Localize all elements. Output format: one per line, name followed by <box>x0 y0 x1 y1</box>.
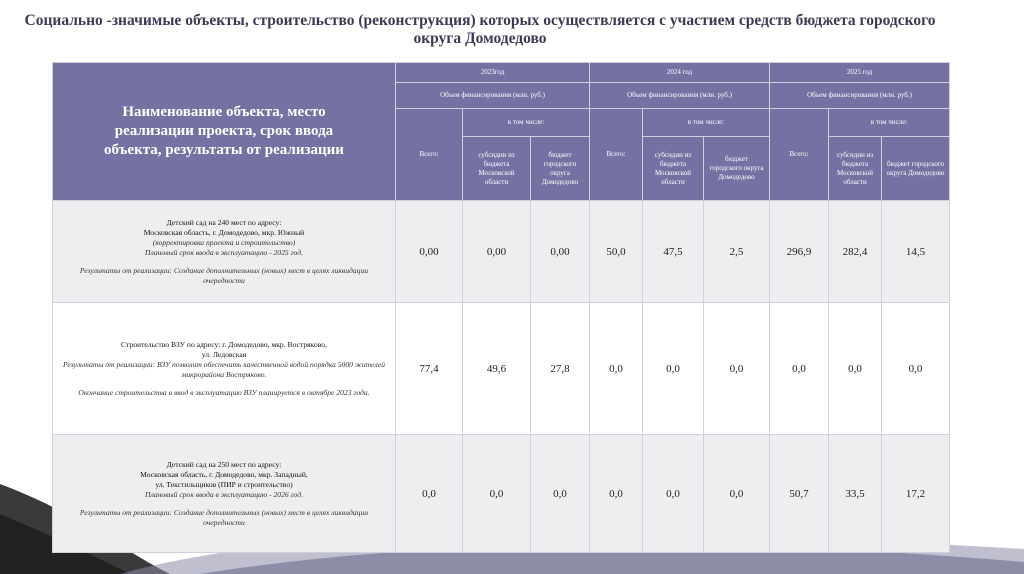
object-description <box>53 303 396 435</box>
value-cell: 0,0 <box>463 435 531 553</box>
header-city-budget-2025: бюджет городского округа Домодедово <box>882 137 950 201</box>
value-cell: 0,0 <box>396 435 463 553</box>
value-cell: 0,0 <box>704 303 770 435</box>
description-line: Результаты от реализации: ВЗУ позволит обеспечить качественной водой порядка 5000 жителей микрорайона Востряково. <box>63 359 386 379</box>
value-cell: 2,5 <box>704 201 770 303</box>
value-cell: 77,4 <box>396 303 463 435</box>
line-spacer <box>63 500 385 508</box>
value-cell: 14,5 <box>882 201 950 303</box>
description-line: (корректировка проекта и строительство) <box>152 237 296 247</box>
header-total-2025: Всего: <box>770 109 829 201</box>
description-line: Детский сад на 240 мест по адресу: <box>166 217 282 227</box>
description-line: Результаты от реализации: Создание дополнительных (новых) мест в целях ликвидации очередности <box>79 265 369 285</box>
line-spacer <box>63 258 385 266</box>
value-cell: 49,6 <box>463 303 531 435</box>
value-cell: 0,00 <box>463 201 531 303</box>
value-cell: 0,0 <box>643 303 704 435</box>
value-cell: 0,0 <box>643 435 704 553</box>
value-cell: 0,0 <box>882 303 950 435</box>
value-cell: 47,5 <box>643 201 704 303</box>
value-cell: 0,0 <box>770 303 829 435</box>
table-row <box>53 201 950 303</box>
header-total-2023: Всего: <box>396 109 463 201</box>
header-including-2025: в том числе: <box>829 109 950 137</box>
header-city-budget-2024: бюджет городского округа Домодедово <box>704 137 770 201</box>
description-line: Плановый срок ввода в эксплуатацию - 2025 год. <box>144 247 303 257</box>
description-line: Детский сад на 250 мест по адресу: <box>166 459 282 469</box>
header-including-2023: в том числе: <box>463 109 590 137</box>
object-description <box>53 201 396 303</box>
header-name-column: Наименование объекта, место реализации проекта, срок ввода объекта, результаты от реализации <box>53 63 396 201</box>
description-line: Плановый срок ввода в эксплуатацию - 2026 год. <box>144 489 303 499</box>
header-financing-2025: Объем финансирования (млн. руб.) <box>770 83 950 109</box>
header-city-budget-2023: бюджет городского округа Домодедово <box>531 137 590 201</box>
description-line: Московская область, г. Домодедово, мкр. Западный, <box>140 469 308 479</box>
value-cell: 50,0 <box>590 201 643 303</box>
header-subsidies-2023: субсидии из бюджета Московской области <box>463 137 531 201</box>
description-line: Окончание строительства и ввод в эксплуатацию ВЗУ планируется в октябре 2023 года. <box>78 387 370 397</box>
header-subsidies-2024: субсидии из бюджета Московской области <box>643 137 704 201</box>
financing-table <box>52 62 950 553</box>
value-cell: 0,00 <box>396 201 463 303</box>
header-year-2025: 2025 год <box>770 63 950 83</box>
value-cell: 0,0 <box>590 303 643 435</box>
value-cell: 27,8 <box>531 303 590 435</box>
header-subsidies-2025: субсидии из бюджета Московской области <box>829 137 882 201</box>
description-line: Результаты от реализации: Создание дополнительных (новых) мест в целях ликвидации очередности <box>79 507 369 527</box>
description-line: Московская область, г. Домодедово, мкр. Южный <box>143 227 305 237</box>
header-including-2024: в том числе: <box>643 109 770 137</box>
description-line: ул. Ледовская <box>201 349 247 359</box>
header-year-2024: 2024 год <box>590 63 770 83</box>
table-row <box>53 435 950 553</box>
header-total-2024: Всего: <box>590 109 643 201</box>
header-financing-2024: Объем финансирования (млн. руб.) <box>590 83 770 109</box>
value-cell: 0,0 <box>829 303 882 435</box>
value-cell: 50,7 <box>770 435 829 553</box>
value-cell: 0,0 <box>531 435 590 553</box>
header-financing-2023: Объем финансирования (млн. руб.) <box>396 83 590 109</box>
description-line: ул. Текстильщиков (ПИР и строительство) <box>155 479 293 489</box>
value-cell: 296,9 <box>770 201 829 303</box>
table-row <box>53 303 950 435</box>
value-cell: 0,00 <box>531 201 590 303</box>
value-cell: 33,5 <box>829 435 882 553</box>
description-line: Строительство ВЗУ по адресу: г. Домодедово, мкр. Востряково, <box>121 339 327 349</box>
line-spacer <box>63 380 385 388</box>
object-description <box>53 435 396 553</box>
value-cell: 282,4 <box>829 201 882 303</box>
value-cell: 0,0 <box>704 435 770 553</box>
header-year-2023: 2023год <box>396 63 590 83</box>
value-cell: 17,2 <box>882 435 950 553</box>
value-cell: 0,0 <box>590 435 643 553</box>
slide-title: Социально -значимые объекты, строительство (реконструкция) которых осуществляется с участием средств бюджета городского округа Домодедово <box>24 12 936 47</box>
